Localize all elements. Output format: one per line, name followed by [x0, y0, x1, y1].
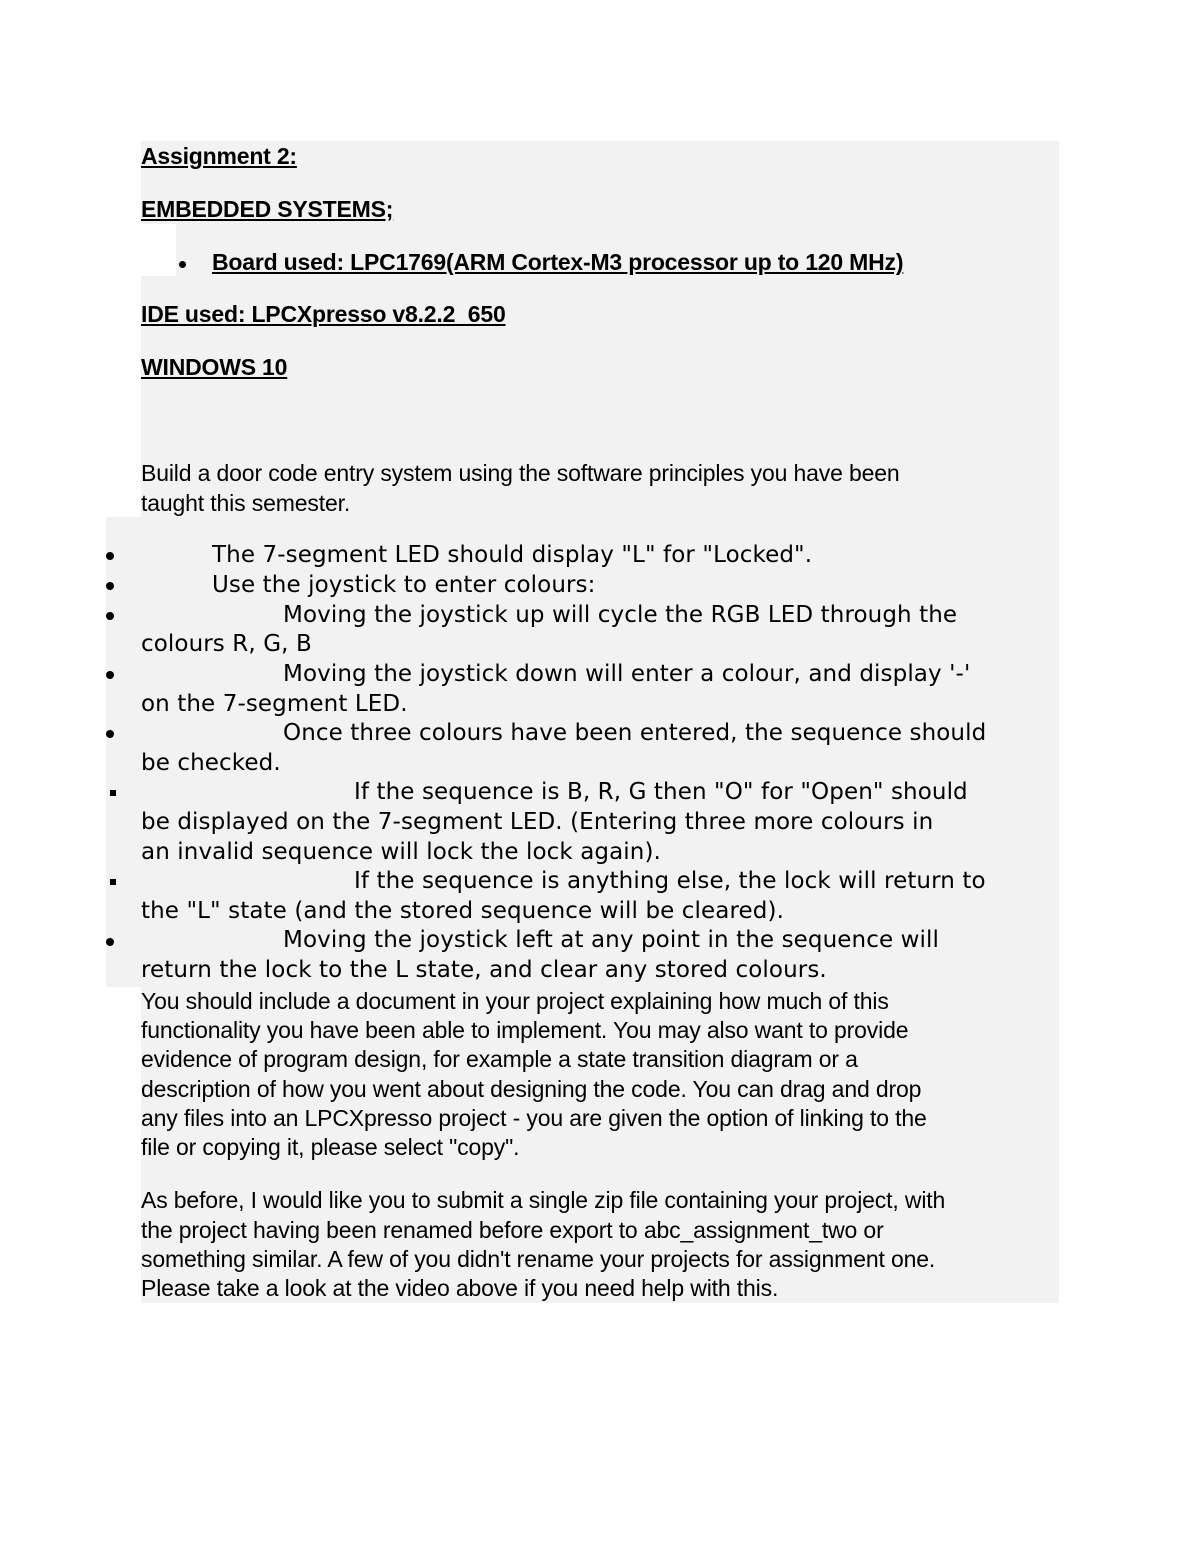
intro-line: Build a door code entry system using the software principles you have been: [141, 460, 900, 486]
os-heading: WINDOWS 10: [141, 354, 288, 380]
requirement-line: the "L" state (and the stored sequence will be cleared).: [141, 898, 784, 924]
requirement-line: be checked.: [141, 750, 281, 776]
requirement-line: If the sequence is anything else, the lock will return to: [354, 868, 986, 894]
body-line: any files into an LPCXpresso project - you are given the option of linking to the: [141, 1105, 927, 1131]
bullet-square: [110, 879, 116, 885]
body-line: As before, I would like you to submit a single zip file containing your project, with: [141, 1187, 946, 1213]
assignment-title: Assignment 2:: [141, 143, 297, 169]
requirement-line: colours R, G, B: [141, 631, 312, 657]
ide-used-heading: IDE used: LPCXpresso v8.2.2_650: [141, 301, 506, 327]
bullet-dot: [106, 938, 114, 946]
body-line: evidence of program design, for example a state transition diagram or a: [141, 1046, 858, 1072]
requirement-line: an invalid sequence will lock the lock again).: [141, 839, 661, 865]
requirement-line: be displayed on the 7-segment LED. (Entering three more colours in: [141, 809, 934, 835]
requirement-line: return the lock to the L state, and clear any stored colours.: [141, 957, 827, 983]
requirement-line: Once three colours have been entered, the sequence should: [283, 720, 987, 746]
requirement-line: If the sequence is B, R, G then "O" for "Open" should: [354, 779, 968, 805]
bullet-dot: [106, 582, 114, 590]
intro-line: taught this semester.: [141, 490, 351, 516]
bullet-dot: [106, 552, 114, 560]
bullet-dot: [106, 730, 114, 738]
bullet-dot: [106, 671, 114, 679]
requirement-line: Moving the joystick left at any point in the sequence will: [283, 927, 940, 953]
requirement-line: Moving the joystick down will enter a colour, and display '-': [283, 661, 971, 687]
body-line: something similar. A few of you didn't rename your projects for assignment one.: [141, 1246, 936, 1272]
requirement-line: on the 7-segment LED.: [141, 691, 408, 717]
subject-heading: EMBEDDED SYSTEMS;: [141, 196, 394, 222]
body-line: functionality you have been able to implement. You may also want to provide: [141, 1017, 909, 1043]
body-line: the project having been renamed before export to abc_assignment_two or: [141, 1217, 884, 1243]
body-line: Please take a look at the video above if you need help with this.: [141, 1275, 779, 1301]
requirement-line: Moving the joystick up will cycle the RGB LED through the: [283, 602, 958, 628]
list-indent-gap: [141, 224, 176, 276]
board-used-heading: Board used: LPC1769(ARM Cortex-M3 processor up to 120 MHz): [212, 249, 904, 275]
bullet-square: [110, 790, 116, 796]
requirement-line: The 7-segment LED should display "L" for "Locked".: [212, 542, 813, 568]
body-line: You should include a document in your project explaining how much of this: [141, 988, 889, 1014]
requirement-line: Use the joystick to enter colours:: [212, 572, 596, 598]
body-line: file or copying it, please select "copy".: [141, 1134, 520, 1160]
body-line: description of how you went about designing the code. You can drag and drop: [141, 1076, 922, 1102]
bullet-dot: [106, 612, 114, 620]
bullet-dot: [179, 261, 186, 268]
